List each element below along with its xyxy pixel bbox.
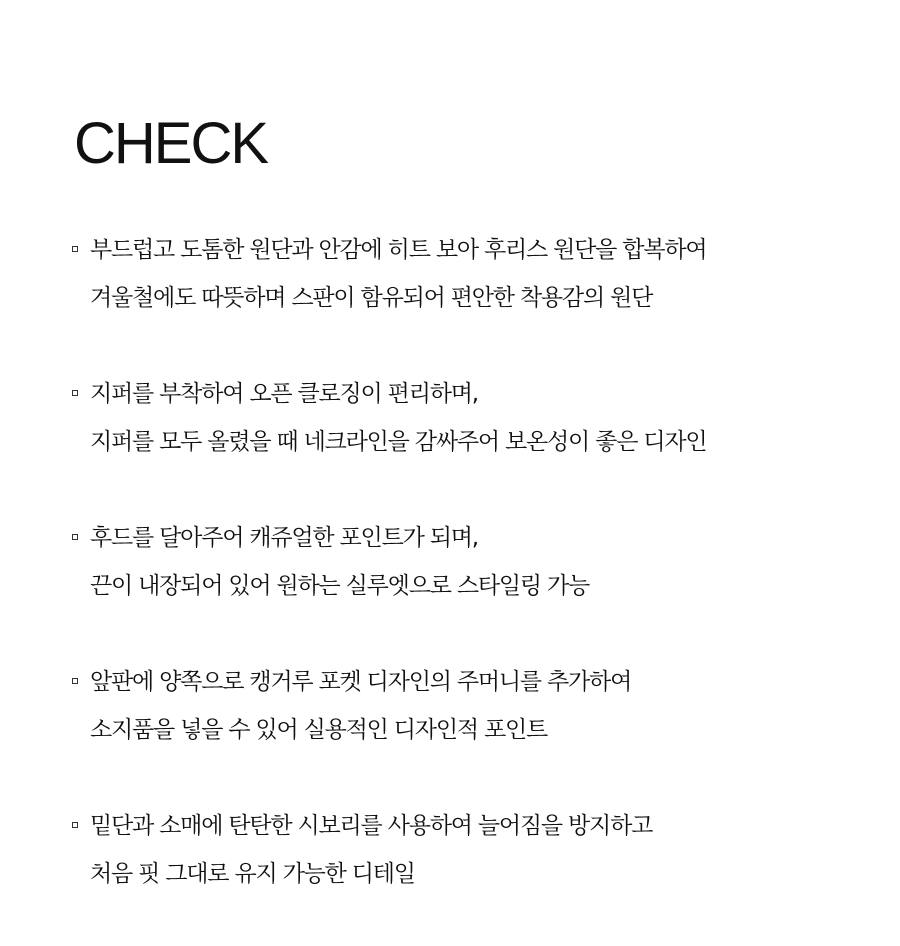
item-line-1: 앞판에 양쪽으로 캥거루 포켓 디자인의 주머니를 추가하여 [90,669,632,695]
item-line-2: 지퍼를 모두 올렸을 때 네크라인을 감싸주어 보온성이 좋은 디자인 [90,429,707,455]
square-bullet-icon [72,390,78,396]
list-item [72,658,872,754]
list-item [72,226,872,322]
square-bullet-icon [72,822,78,828]
list-item [72,514,872,610]
square-bullet-icon [72,246,78,252]
page-title: CHECK [74,111,268,176]
item-line-1: 부드럽고 도톰한 원단과 안감에 히트 보아 후리스 원단을 합복하여 [90,237,707,263]
item-line-2: 처음 핏 그대로 유지 가능한 디테일 [90,861,415,887]
list-item [72,802,872,898]
item-line-1: 밑단과 소매에 탄탄한 시보리를 사용하여 늘어짐을 방지하고 [90,813,653,839]
square-bullet-icon [72,678,78,684]
item-line-2: 소지품을 넣을 수 있어 실용적인 디자인적 포인트 [90,717,548,743]
item-line-1: 지퍼를 부착하여 오픈 클로징이 편리하며, [90,381,478,407]
square-bullet-icon [72,534,78,540]
list-item [72,370,872,466]
item-line-2: 끈이 내장되어 있어 원하는 실루엣으로 스타일링 가능 [90,573,590,599]
item-line-2: 겨울철에도 따뜻하며 스판이 함유되어 편안한 착용감의 원단 [90,285,653,311]
check-list [72,226,872,946]
item-line-1: 후드를 달아주어 캐쥬얼한 포인트가 되며, [90,525,478,551]
